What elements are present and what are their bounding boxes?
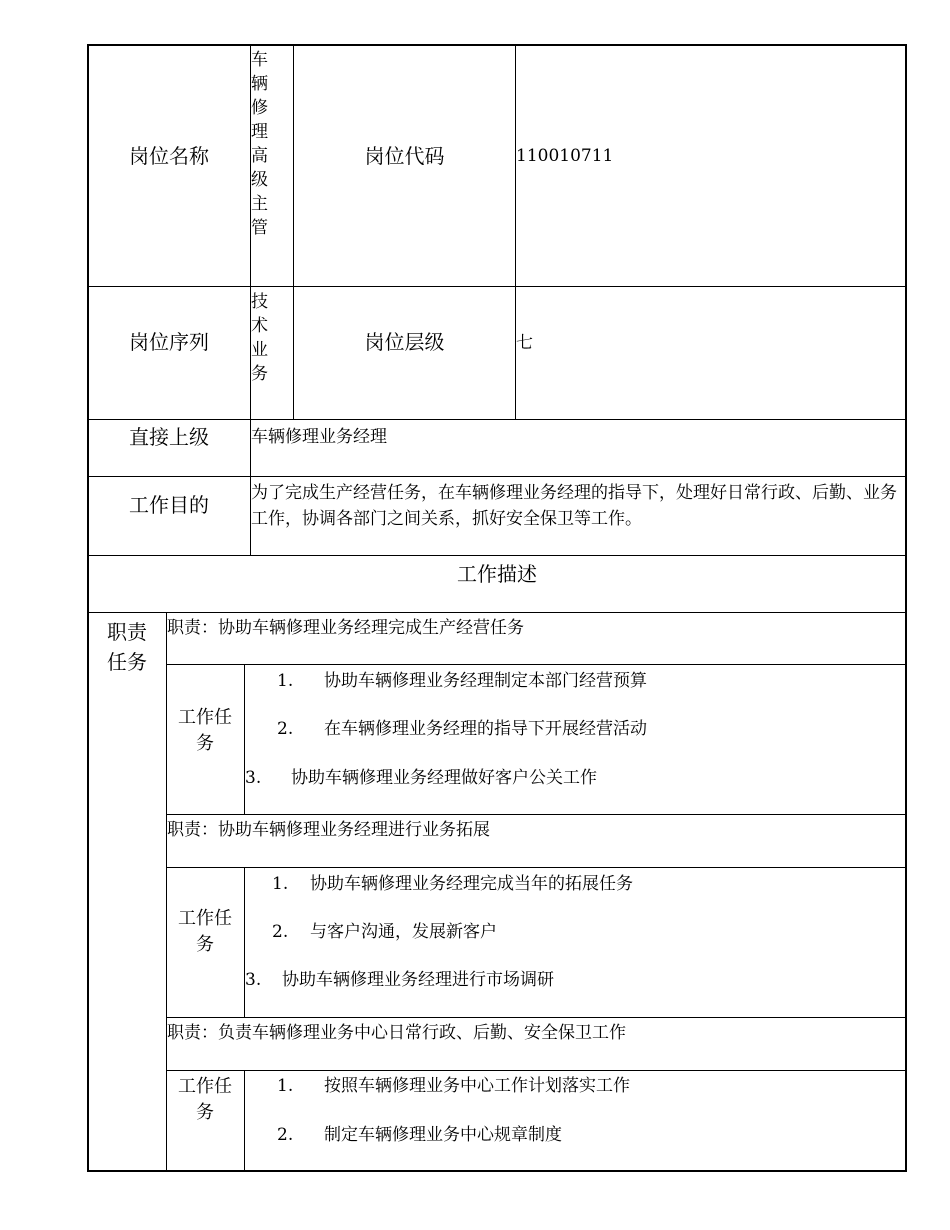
position-level-value: 七 bbox=[516, 333, 533, 353]
task-text: 协助车辆修理业务经理制定本部门经营预算 bbox=[324, 671, 647, 691]
task-number: 1. bbox=[272, 874, 289, 894]
position-name-label: 岗位名称 bbox=[129, 144, 209, 168]
task-label: 工作任务 bbox=[178, 1076, 232, 1123]
col-divider bbox=[244, 867, 245, 1017]
task-text: 制定车辆修理业务中心规章制度 bbox=[324, 1125, 562, 1145]
row-divider bbox=[166, 664, 906, 665]
row-divider bbox=[88, 286, 906, 287]
position-series-label: 岗位序列 bbox=[129, 330, 209, 354]
duties-label: 职责任务 bbox=[107, 620, 147, 674]
duty-title: 职责：负责车辆修理业务中心日常行政、后勤、安全保卫工作 bbox=[167, 1023, 626, 1043]
col-divider bbox=[293, 45, 294, 419]
job-description-table bbox=[87, 44, 907, 1172]
col-divider bbox=[244, 1070, 245, 1171]
task-text: 与客户沟通，发展新客户 bbox=[310, 922, 497, 942]
task-label: 工作任务 bbox=[178, 707, 232, 754]
supervisor-label: 直接上级 bbox=[129, 425, 209, 449]
row-divider bbox=[166, 814, 906, 815]
task-text: 按照车辆修理业务中心工作计划落实工作 bbox=[324, 1076, 630, 1096]
position-code-label: 岗位代码 bbox=[364, 144, 445, 168]
position-level-label: 岗位层级 bbox=[364, 330, 445, 354]
task-text: 协助车辆修理业务经理完成当年的拓展任务 bbox=[310, 874, 633, 894]
work-description-title: 工作描述 bbox=[457, 562, 537, 586]
task-text: 在车辆修理业务经理的指导下开展经营活动 bbox=[324, 719, 647, 739]
purpose-label: 工作目的 bbox=[129, 493, 209, 517]
supervisor-value: 车辆修理业务经理 bbox=[251, 427, 387, 447]
task-number: 2. bbox=[277, 1125, 294, 1145]
row-divider bbox=[166, 867, 906, 868]
col-divider bbox=[244, 664, 245, 814]
row-divider bbox=[166, 1017, 906, 1018]
row-divider bbox=[88, 612, 906, 613]
row-divider bbox=[166, 1070, 906, 1071]
task-number: 1. bbox=[277, 671, 294, 691]
task-number: 3. bbox=[245, 970, 262, 990]
position-name-value: 车辆修理高级主管 bbox=[251, 50, 268, 238]
task-number: 2. bbox=[272, 922, 289, 942]
purpose-value: 为了完成生产经营任务，在车辆修理业务经理的指导下，处理好日常行政、后勤、业务工作，协调各部门之间关系，抓好安全保卫等工作。 bbox=[251, 483, 897, 529]
row-divider bbox=[88, 419, 906, 420]
task-text: 协助车辆修理业务经理做好客户公关工作 bbox=[291, 768, 597, 788]
task-number: 3. bbox=[245, 768, 262, 788]
row-divider bbox=[88, 555, 906, 556]
task-text: 协助车辆修理业务经理进行市场调研 bbox=[282, 970, 554, 990]
position-code-value: 110010711 bbox=[516, 146, 614, 166]
col-divider bbox=[515, 45, 516, 419]
task-label: 工作任务 bbox=[178, 908, 232, 955]
duty-title: 职责：协助车辆修理业务经理进行业务拓展 bbox=[167, 820, 490, 840]
position-series-value: 技术业务 bbox=[251, 292, 268, 384]
task-number: 1. bbox=[277, 1076, 294, 1096]
duty-title: 职责：协助车辆修理业务经理完成生产经营任务 bbox=[167, 618, 524, 638]
task-number: 2. bbox=[277, 719, 294, 739]
row-divider bbox=[88, 476, 906, 477]
col-divider bbox=[166, 612, 167, 1171]
